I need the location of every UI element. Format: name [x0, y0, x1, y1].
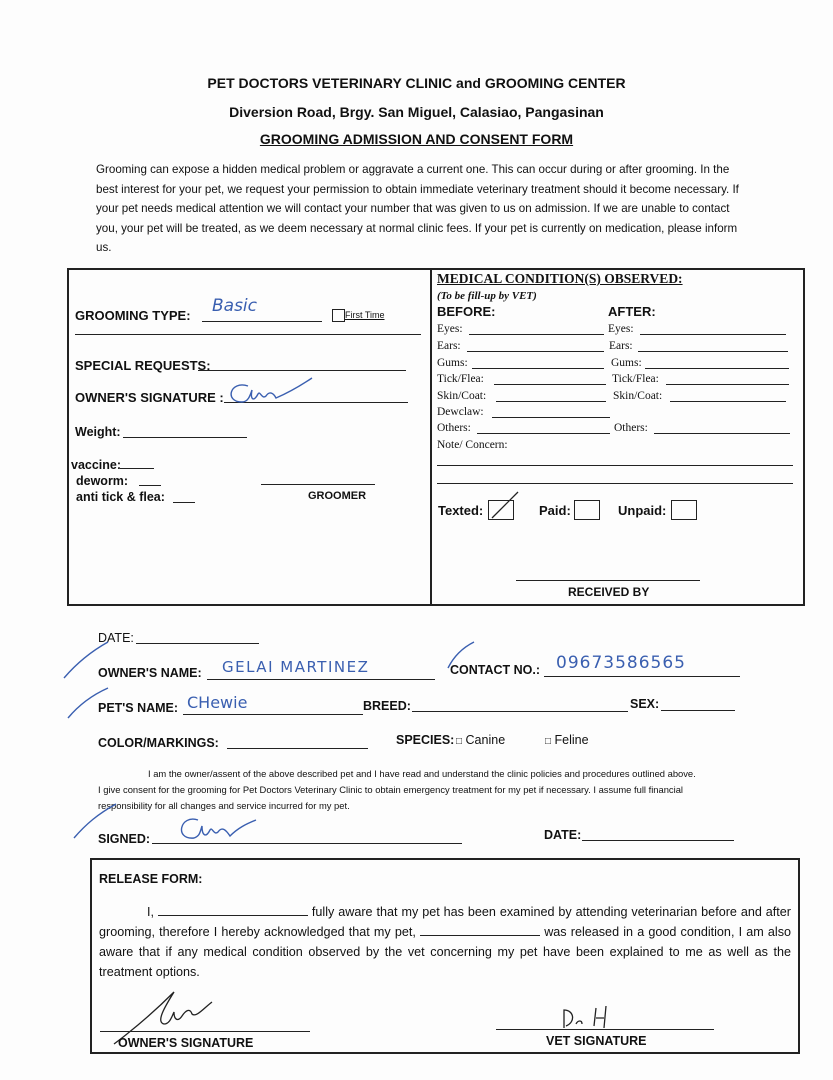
texted-label: Texted:	[438, 503, 484, 518]
before-skincoat: Skin/Coat:	[437, 390, 487, 402]
note-line-1[interactable]	[437, 465, 793, 466]
before-others: Others:	[437, 422, 471, 434]
before-skincoat-field[interactable]	[496, 401, 606, 402]
date-label: DATE:	[98, 631, 134, 645]
color-markings-label: COLOR/MARKINGS:	[98, 736, 219, 750]
deworm-label: deworm:	[76, 474, 129, 488]
after-others: Others:	[614, 422, 648, 434]
first-time-option[interactable]	[332, 309, 385, 322]
before-tickflea: Tick/Flea:	[437, 373, 484, 385]
release-text-2: fully aware that my pet has been examined by attending veterinarian before and after grooming, therefore I hereby acknowledged that my pet,	[99, 905, 791, 939]
owners-name-label: OWNER'S NAME:	[98, 666, 202, 680]
after-eyes: Eyes:	[608, 323, 634, 335]
consent-text-line-1: I am the owner/assent of the above described pet and I have read and understand the clinic policies and procedures outlined above.	[148, 768, 696, 779]
after-eyes-field[interactable]	[640, 334, 786, 335]
paid-checkbox[interactable]	[574, 500, 600, 520]
release-pet-name-field[interactable]	[420, 923, 540, 936]
texted-check-mark	[488, 488, 524, 524]
anti-tick-label: anti tick & flea:	[76, 490, 165, 504]
owners-name-value: GELAI MARTINEZ	[222, 658, 370, 676]
consent-text-line-3: responsibility for all changes and service incurred for my pet.	[98, 800, 350, 811]
before-gums: Gums:	[437, 357, 468, 369]
box-divider	[430, 268, 432, 604]
release-owner-signature-label: OWNER'S SIGNATURE	[118, 1036, 254, 1050]
owner-signature-handwriting	[220, 372, 320, 412]
vet-signature-label: VET SIGNATURE	[546, 1034, 647, 1048]
after-label: AFTER:	[608, 304, 656, 319]
sex-label: SEX:	[630, 697, 660, 711]
clinic-name: PET DOCTORS VETERINARY CLINIC and GROOMING CENTER	[207, 75, 626, 91]
after-tickflea: Tick/Flea:	[612, 373, 659, 385]
pets-name-field[interactable]	[183, 714, 363, 715]
after-skincoat-field[interactable]	[670, 401, 786, 402]
received-by-label: RECEIVED BY	[568, 585, 650, 599]
first-time-label: First Time	[345, 309, 385, 320]
after-others-field[interactable]	[654, 433, 790, 434]
note-line-2[interactable]	[437, 483, 793, 484]
medical-subtitle: (To be fill-up by VET)	[437, 290, 537, 302]
after-gums-field[interactable]	[645, 368, 789, 369]
before-tickflea-field[interactable]	[494, 384, 606, 385]
signed-handwriting	[172, 812, 262, 848]
unpaid-label: Unpaid:	[618, 503, 667, 518]
intro-paragraph: Grooming can expose a hidden medical problem or aggravate a current one. This can occur during or after grooming. In the best interest for your pet, we request your permission to obtain immediate veterinary treatment should it become necessary. If your pet needs medical attention we will contact your number that was given to us on admission. If we are unable to contact you, your pet will be treated, as we deem necessary at normal clinic fees. If your pet is currently on medication, please inform us.	[96, 163, 739, 255]
note-concern-label: Note/ Concern:	[437, 439, 508, 451]
groomer-label: GROOMER	[308, 490, 367, 502]
date-field[interactable]	[136, 643, 259, 644]
release-owner-name-field[interactable]	[158, 903, 308, 916]
deworm-field[interactable]	[139, 485, 161, 486]
before-ears-field[interactable]	[467, 351, 604, 352]
consent-text-line-2: I give consent for the grooming for Pet Doctors Veterinary Clinic to obtain emergency treatment for my pet if necessary. I assume full financial	[98, 784, 683, 795]
after-ears: Ears:	[609, 340, 633, 352]
release-text-i: I,	[147, 905, 154, 919]
groomer-signature-line[interactable]	[261, 484, 375, 485]
signed-date-label: DATE:	[544, 828, 582, 842]
grooming-type-value: Basic	[212, 296, 258, 316]
unpaid-checkbox[interactable]	[671, 500, 697, 520]
before-dewclaw-field[interactable]	[492, 417, 610, 418]
after-ears-field[interactable]	[638, 351, 788, 352]
canine-checkbox[interactable]: □	[456, 736, 463, 747]
form-title: GROOMING ADMISSION AND CONSENT FORM	[259, 131, 574, 147]
vaccine-field[interactable]	[120, 468, 154, 469]
breed-field[interactable]	[412, 711, 628, 712]
weight-field[interactable]	[123, 437, 247, 438]
pets-name-label: PET'S NAME:	[98, 701, 179, 715]
feline-checkbox[interactable]: □	[545, 736, 552, 747]
pets-name-value: CHewie	[187, 693, 248, 712]
after-gums: Gums:	[611, 357, 642, 369]
before-label: BEFORE:	[437, 304, 496, 319]
received-by-line[interactable]	[516, 580, 700, 581]
species-canine-option[interactable]	[456, 733, 505, 747]
before-others-field[interactable]	[477, 433, 610, 434]
vet-signature-handwriting	[560, 1004, 620, 1032]
clinic-address: Diversion Road, Brgy. San Miguel, Calasiao, Pangasinan	[229, 104, 604, 120]
species-feline-option[interactable]	[545, 733, 589, 747]
sex-field[interactable]	[661, 710, 735, 711]
release-form-text	[99, 902, 791, 982]
release-text-3: was released in a good condition, I am also aware that if any medical condition observed by the vet concerning my pet have been explained to me as well as the treatment options.	[99, 925, 792, 979]
contact-value: 09673586565	[556, 653, 686, 673]
after-tickflea-field[interactable]	[666, 384, 789, 385]
owners-signature-label: OWNER'S SIGNATURE :	[75, 390, 224, 405]
grooming-type-field[interactable]	[202, 321, 322, 322]
feline-label: Feline	[554, 733, 589, 747]
signed-label: SIGNED:	[98, 832, 151, 846]
vaccine-label: vaccine:	[71, 458, 122, 472]
release-form-title: RELEASE FORM:	[99, 872, 203, 886]
contact-label: CONTACT NO.:	[450, 663, 541, 677]
weight-label: Weight:	[75, 425, 121, 439]
special-requests-field[interactable]	[198, 370, 406, 371]
after-skincoat: Skin/Coat:	[613, 390, 663, 402]
signed-date-field[interactable]	[582, 840, 734, 841]
breed-label: BREED:	[363, 699, 411, 713]
paid-label: Paid:	[539, 503, 571, 518]
before-eyes: Eyes:	[437, 323, 463, 335]
species-label: SPECIES:	[396, 733, 455, 747]
before-gums-field[interactable]	[472, 368, 604, 369]
first-time-checkbox[interactable]	[332, 309, 345, 322]
special-requests-label: SPECIAL REQUESTS:	[75, 358, 211, 373]
color-markings-field[interactable]	[227, 748, 368, 749]
canine-label: Canine	[465, 733, 506, 747]
medical-title: MEDICAL CONDITION(S) OBSERVED:	[437, 271, 683, 286]
anti-tick-field[interactable]	[173, 502, 195, 503]
contact-field[interactable]	[544, 676, 740, 677]
grooming-type-extra-line	[75, 334, 421, 335]
before-ears: Ears:	[437, 340, 461, 352]
owners-name-field[interactable]	[207, 679, 435, 680]
before-dewclaw: Dewclaw:	[437, 406, 484, 418]
grooming-type-label: GROOMING TYPE:	[75, 308, 191, 323]
before-eyes-field[interactable]	[469, 334, 604, 335]
